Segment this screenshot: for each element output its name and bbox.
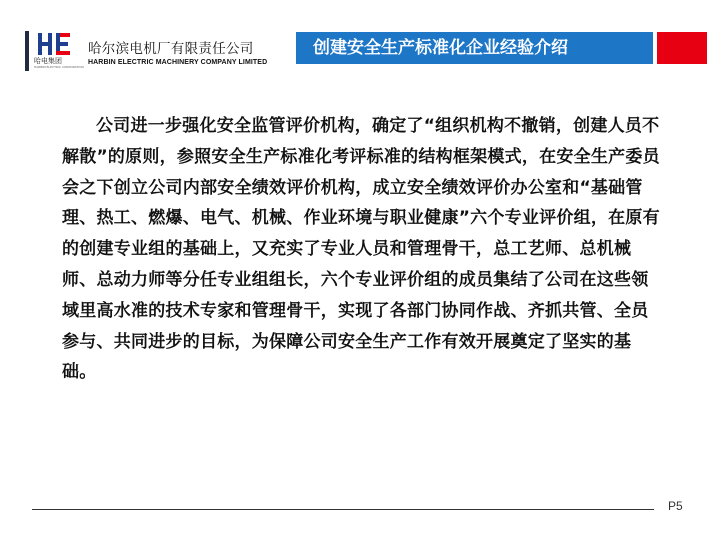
logo-accent-bar <box>25 31 29 71</box>
accent-red-block <box>657 32 707 64</box>
company-name-cn: 哈尔滨电机厂有限责任公司 <box>88 41 254 57</box>
page-number: P5 <box>668 499 683 513</box>
logo-subtext: HARBIN ELECTRIC CORPORATION <box>34 65 84 69</box>
slide-title: 创建安全生产标准化企业经验介绍 <box>296 32 653 64</box>
logo-text: 哈电集团 <box>34 57 62 65</box>
footer-divider <box>32 509 654 510</box>
company-logo-icon <box>36 30 74 58</box>
company-name-en: HARBIN ELECTRIC MACHINERY COMPANY LIMITED <box>88 59 268 66</box>
body-paragraph: 公司进一步强化安全监管评价机构，确定了“组织机构不撤销，创建人员不解散”的原则，参照安全生产标准化考评标准的结构框架模式，在安全生产委员会之下创立公司内部安全绩效评价机构，成立安全绩效评价办公室和“基础管理、热工、燃爆、电气、机械、作业环境与职业健康”六个专业评价组，在原有的创建专业组的基础上，又充实了专业人员和管理骨干，总工艺师、总机械师、总动力师等分任专业组组长，六个专业评价组的成员集结了公司在这些领域里高水准的技术专家和管理骨干，实现了各部门协同作战、齐抓共管、全员参与、共同进步的目标，为保障公司安全生产工作有效开展奠定了坚实的基础。 <box>62 116 660 383</box>
